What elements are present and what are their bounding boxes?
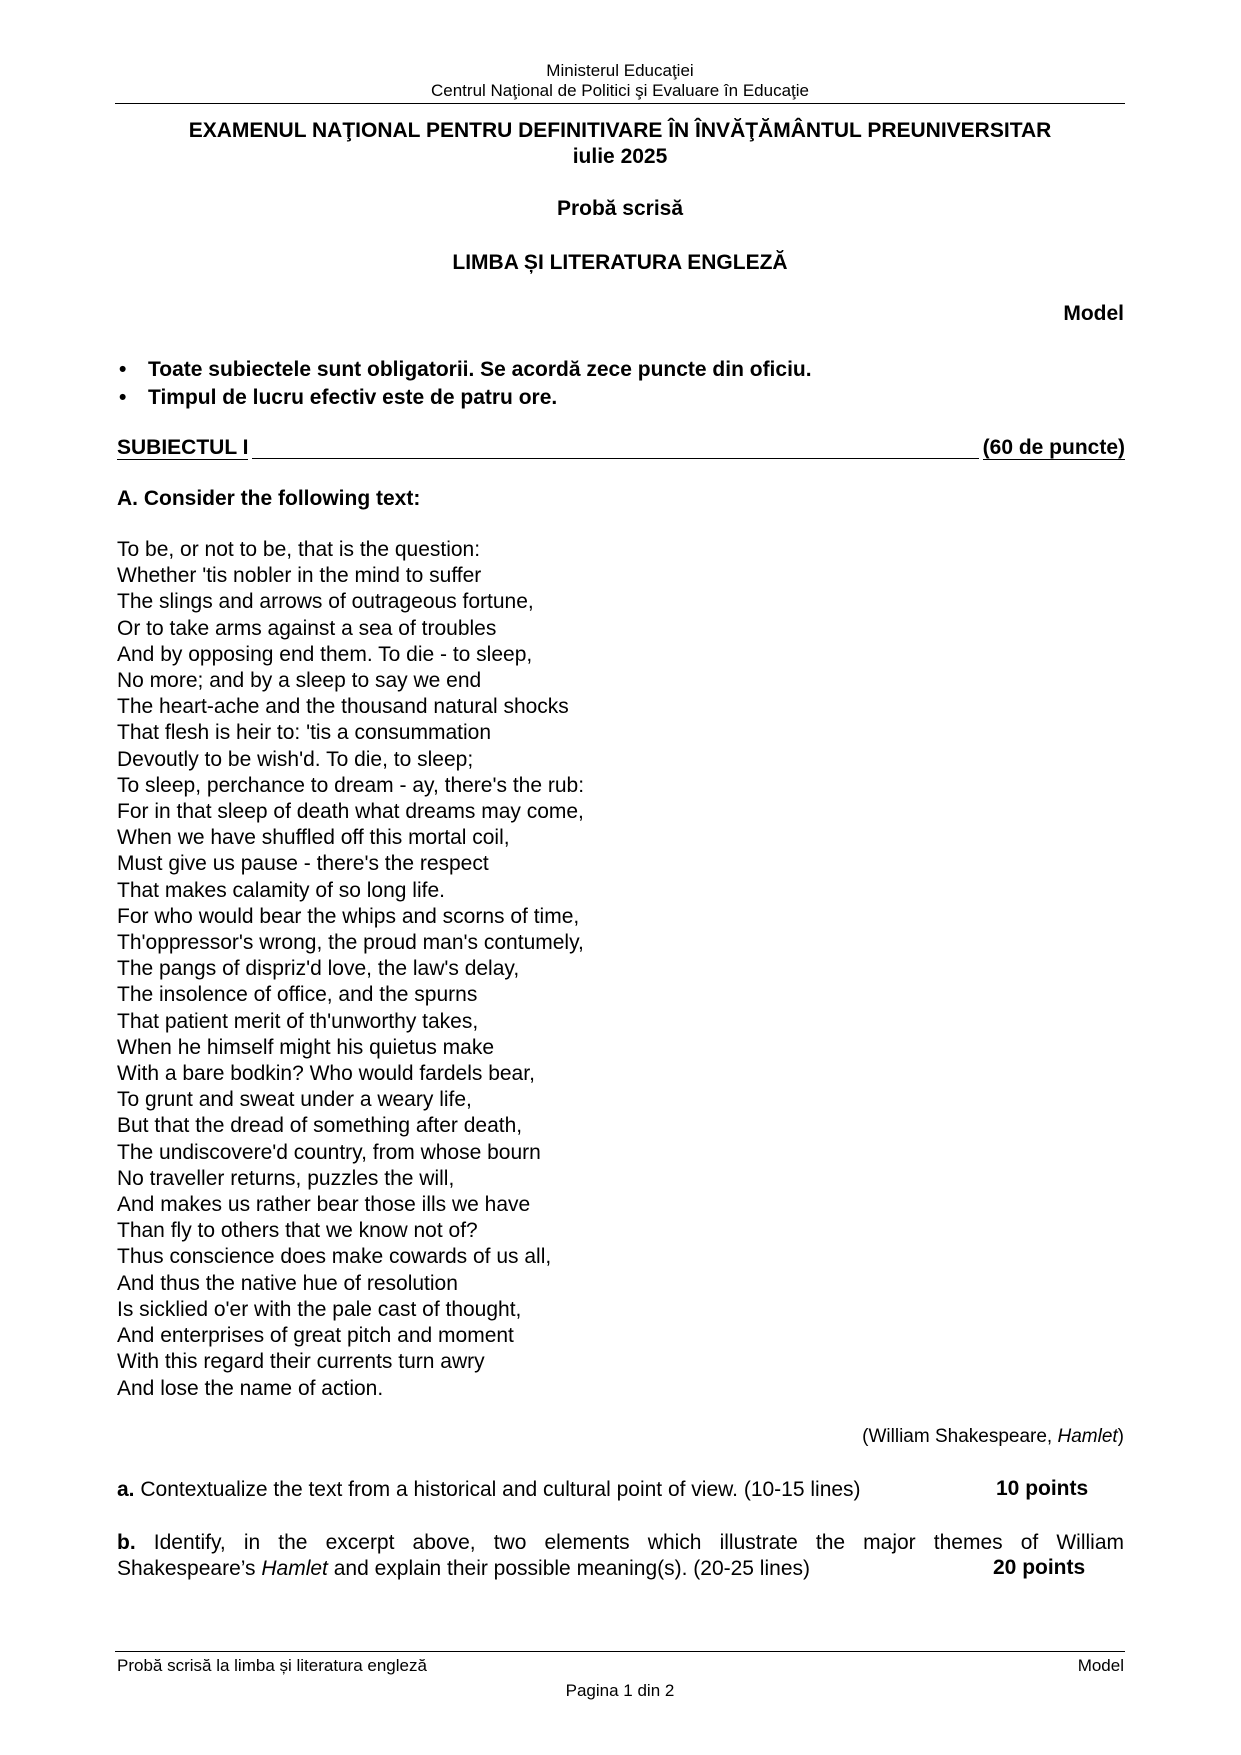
header-rule bbox=[115, 103, 1125, 104]
poem-line: That makes calamity of so long life. bbox=[117, 878, 445, 902]
poem-line: And makes us rather bear those ills we have bbox=[117, 1193, 531, 1217]
task-a bbox=[117, 1477, 1124, 1503]
poem-source: (William Shakespeare, Hamlet) bbox=[862, 1426, 1124, 1447]
poem-line: Or to take arms against a sea of troubles bbox=[117, 616, 497, 640]
poem-line: That patient merit of th'unworthy takes, bbox=[117, 1009, 479, 1033]
poem-line: The undiscovere'd country, from whose bourn bbox=[117, 1140, 541, 1164]
test-type: Probă scrisă bbox=[556, 197, 684, 220]
poem-line: To sleep, perchance to dream - ay, there's the rub: bbox=[117, 773, 585, 797]
poem-line: The slings and arrows of outrageous fortune, bbox=[117, 590, 534, 614]
page-number: Pagina 1 din 2 bbox=[565, 1681, 675, 1700]
poem-line: And enterprises of great pitch and moment bbox=[117, 1324, 514, 1348]
poem-line: The heart-ache and the thousand natural shocks bbox=[117, 695, 569, 719]
poem-line: Devoutly to be wish'd. To die, to sleep; bbox=[117, 747, 474, 771]
subject-title: LIMBA ȘI LITERATURA ENGLEZĂ bbox=[452, 251, 788, 274]
footer-left: Probă scrisă la limba și literatura engleză bbox=[117, 1656, 427, 1675]
instruction-item: • Timpul de lucru efectiv este de patru ore. bbox=[117, 384, 1117, 412]
poem-line: No traveller returns, puzzles the will, bbox=[117, 1166, 455, 1190]
poem-line: For in that sleep of death what dreams may come, bbox=[117, 800, 584, 824]
poem-line: Whether 'tis nobler in the mind to suffer bbox=[117, 564, 482, 588]
task-b-line2: Shakespeare’s Hamlet and explain their possible meaning(s). (20-25 lines) bbox=[117, 1557, 810, 1580]
poem-line: But that the dread of something after death, bbox=[117, 1114, 523, 1138]
poem-line: With this regard their currents turn awry bbox=[117, 1350, 485, 1374]
work-title: Hamlet bbox=[261, 1557, 328, 1580]
poem-line: Must give us pause - there's the respect bbox=[117, 852, 489, 876]
task-b-line1: b. Identify, in the excerpt above, two elements which illustrate the major themes of William bbox=[117, 1531, 1124, 1554]
center-name: Centrul Naţional de Politici şi Evaluare în Educaţie bbox=[431, 81, 809, 100]
poem-line: Is sicklied o'er with the pale cast of thought, bbox=[117, 1297, 522, 1321]
section-name: SUBIECTUL I bbox=[117, 436, 249, 459]
exam-session: iulie 2025 bbox=[572, 145, 668, 168]
variant-label: Model bbox=[1063, 302, 1124, 325]
poem-line: For who would bear the whips and scorns of time, bbox=[117, 904, 580, 928]
task-a-label: a. bbox=[117, 1478, 135, 1501]
instruction-item: • Toate subiectele sunt obligatorii. Se acordă zece puncte din oficiu. bbox=[117, 356, 1117, 384]
poem-line: And thus the native hue of resolution bbox=[117, 1271, 458, 1295]
task-a-points: 10 points bbox=[996, 1477, 1089, 1500]
section-points: (60 de puncte) bbox=[982, 436, 1125, 459]
poem-line: To be, or not to be, that is the question: bbox=[117, 538, 481, 561]
poem-line: When we have shuffled off this mortal coil, bbox=[117, 826, 510, 850]
poem-line: To grunt and sweat under a weary life, bbox=[117, 1088, 472, 1112]
section-header bbox=[117, 434, 1125, 462]
footer-rule bbox=[115, 1651, 1125, 1652]
poem-line: When he himself might his quietus make bbox=[117, 1035, 495, 1059]
bullet-icon: • bbox=[119, 386, 127, 409]
footer-right: Model bbox=[1077, 1656, 1124, 1675]
poem-line: And lose the name of action. bbox=[117, 1376, 384, 1400]
poem-line: And by opposing end them. To die - to sleep, bbox=[117, 642, 533, 666]
poem-line: Than fly to others that we know not of? bbox=[117, 1219, 478, 1243]
poem-line: That flesh is heir to: 'tis a consummation bbox=[117, 721, 492, 745]
task-b-points: 20 points bbox=[993, 1556, 1086, 1579]
poem-text bbox=[117, 537, 584, 1402]
exam-title: EXAMENUL NAŢIONAL PENTRU DEFINITIVARE ÎN ÎNVĂŢĂMÂNTUL PREUNIVERSITAR bbox=[188, 119, 1052, 142]
poem-line: With a bare bodkin? Who would fardels bear, bbox=[117, 1062, 535, 1086]
ministry-name: Ministerul Educaţiei bbox=[546, 61, 694, 80]
poem-line: Thus conscience does make cowards of us all, bbox=[117, 1245, 552, 1269]
work-title: Hamlet bbox=[1057, 1426, 1118, 1447]
task-b-label: b. bbox=[117, 1531, 136, 1554]
poem-line: The pangs of dispriz'd love, the law's delay, bbox=[117, 957, 520, 981]
instructions-list bbox=[117, 356, 1117, 412]
bullet-icon: • bbox=[119, 358, 127, 381]
poem-line: The insolence of office, and the spurns bbox=[117, 983, 478, 1007]
task-a-text: Contextualize the text from a historical and cultural point of view. (10-15 lines) bbox=[134, 1478, 861, 1501]
section-underline bbox=[117, 458, 1125, 459]
section-heading: A. Consider the following text: bbox=[117, 487, 421, 510]
poem-line: Th'oppressor's wrong, the proud man's contumely, bbox=[117, 931, 584, 955]
poem-line: No more; and by a sleep to say we end bbox=[117, 669, 482, 693]
